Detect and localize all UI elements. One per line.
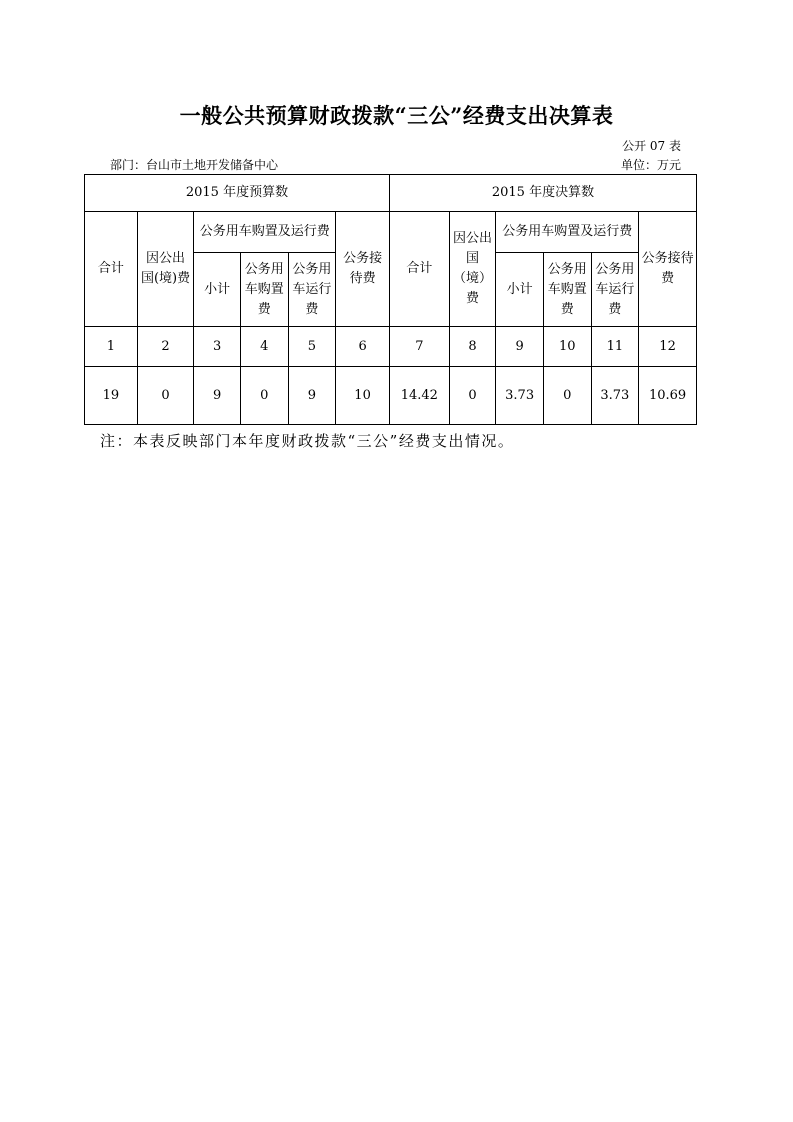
department-label: 部门：台山市土地开发储备中心 — [110, 158, 279, 172]
final-header: 2015 年度决算数 — [389, 175, 696, 212]
column-number: 10 — [543, 327, 591, 367]
final-reception-header: 公务接待费 — [639, 212, 697, 327]
final-abroad-header: 因公出国（境）费 — [449, 212, 496, 327]
budget-total-value: 19 — [85, 367, 138, 425]
budget-vehicle-purchase-header: 公务用车购置费 — [240, 253, 288, 327]
column-number: 4 — [240, 327, 288, 367]
final-vehicle-purchase-value: 0 — [543, 367, 591, 425]
column-number: 1 — [85, 327, 138, 367]
final-vehicle-operation-header: 公务用车运行费 — [591, 253, 639, 327]
footnote: 注：本表反映部门本年度财政拨款“三公”经费支出情况。 — [100, 432, 515, 450]
final-vehicle-purchase-header: 公务用车购置费 — [543, 253, 591, 327]
final-total-value: 14.42 — [389, 367, 449, 425]
budget-abroad-value: 0 — [137, 367, 194, 425]
column-number: 9 — [496, 327, 544, 367]
unit-label: 单位：万元 — [620, 158, 681, 172]
page-title: 一般公共预算财政拨款“三公”经费支出决算表 — [179, 103, 614, 128]
column-number: 12 — [639, 327, 697, 367]
column-number: 3 — [194, 327, 241, 367]
form-number: 公开 07 表 — [622, 139, 681, 153]
table-row — [85, 212, 697, 253]
budget-reception-value: 10 — [336, 367, 390, 425]
budget-vehicle-operation-header: 公务用车运行费 — [288, 253, 336, 327]
column-number: 8 — [449, 327, 496, 367]
final-total-header: 合计 — [389, 212, 449, 327]
budget-abroad-header: 因公出国(境)费 — [137, 212, 194, 327]
budget-vehicle-group-header: 公务用车购置及运行费 — [194, 212, 336, 253]
final-reception-value: 10.69 — [639, 367, 697, 425]
final-subtotal-value: 3.73 — [496, 367, 544, 425]
final-abroad-value: 0 — [449, 367, 496, 425]
column-number: 5 — [288, 327, 336, 367]
budget-reception-header: 公务接待费 — [336, 212, 390, 327]
three-public-expenses-table — [84, 174, 697, 425]
budget-header: 2015 年度预算数 — [85, 175, 390, 212]
table-row — [85, 175, 697, 212]
column-number-row — [85, 327, 697, 367]
final-subtotal-header: 小计 — [496, 253, 544, 327]
budget-vehicle-operation-value: 9 — [288, 367, 336, 425]
budget-subtotal-header: 小计 — [194, 253, 241, 327]
column-number: 6 — [336, 327, 390, 367]
budget-subtotal-value: 9 — [194, 367, 241, 425]
final-vehicle-group-header: 公务用车购置及运行费 — [496, 212, 639, 253]
budget-total-header: 合计 — [85, 212, 138, 327]
final-vehicle-operation-value: 3.73 — [591, 367, 639, 425]
column-number: 2 — [137, 327, 194, 367]
budget-vehicle-purchase-value: 0 — [240, 367, 288, 425]
column-number: 7 — [389, 327, 449, 367]
values-row — [85, 367, 697, 425]
column-number: 11 — [591, 327, 639, 367]
